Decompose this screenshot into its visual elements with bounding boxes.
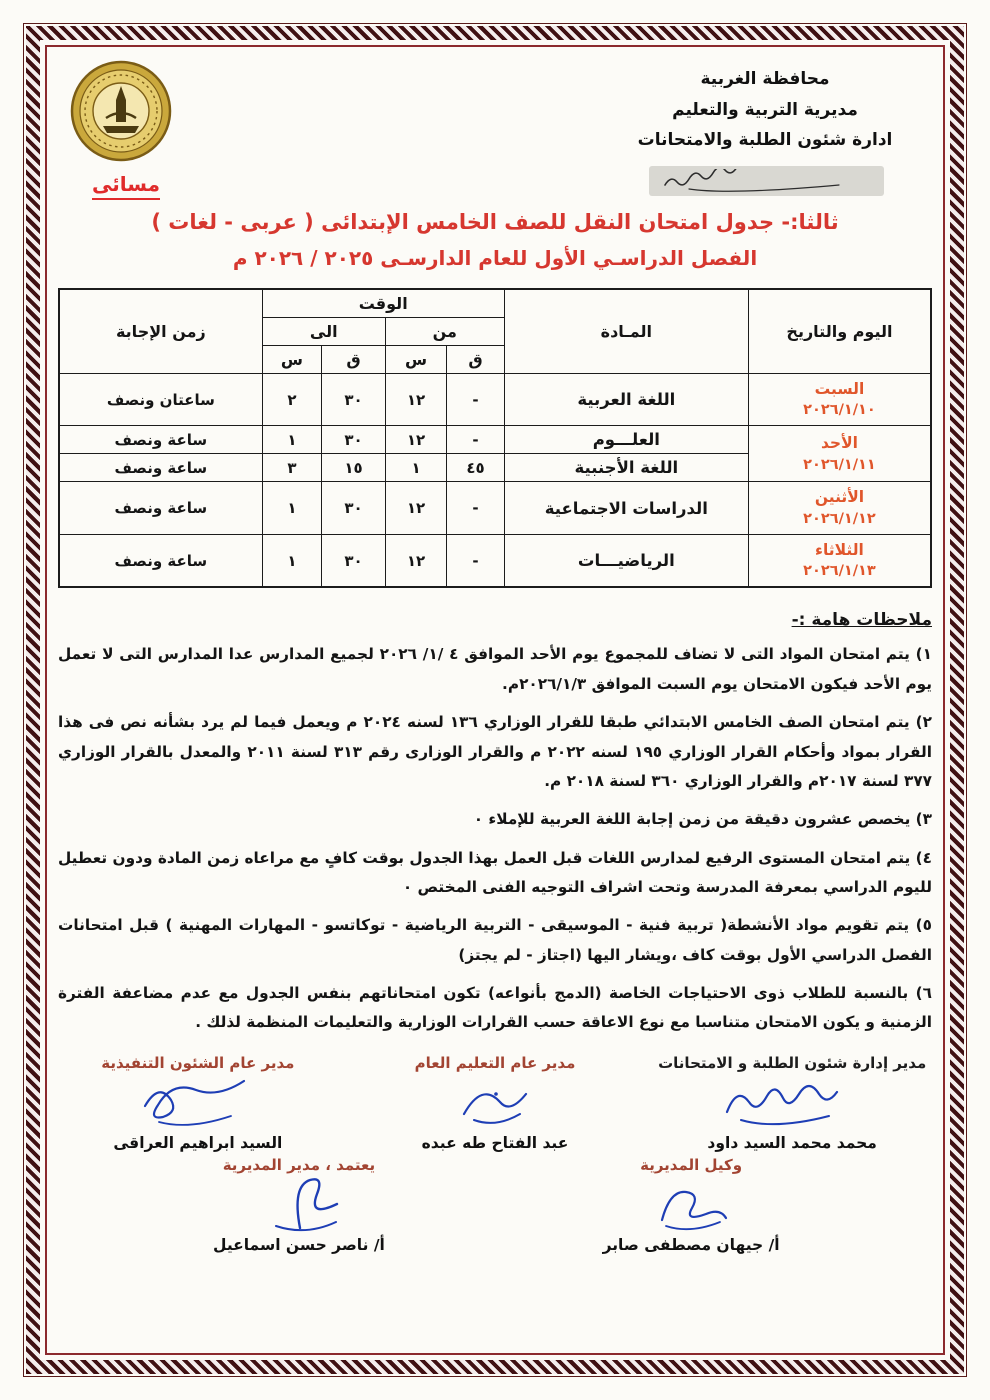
col-header-to-minutes: ق: [322, 346, 386, 374]
from-hours-cell: ١: [385, 454, 447, 482]
notes-heading: ملاحظات هامة :-: [791, 610, 932, 631]
to-hours-cell: ١: [262, 534, 322, 587]
day-date-cell: [748, 482, 931, 534]
from-minutes-cell: ٤٥: [447, 454, 504, 482]
duration-cell: ساعتان ونصف: [59, 374, 262, 426]
signature-scribble-icon: [717, 1072, 867, 1134]
to-hours-cell: ١: [262, 482, 322, 534]
from-minutes-cell: -: [447, 482, 504, 534]
signature-name: أ/ ناصر حسن اسماعيل: [212, 1235, 385, 1254]
signature-title: مدير إدارة شئون الطلبة و الامتحانات: [658, 1053, 927, 1072]
to-hours-cell: ٢: [262, 374, 322, 426]
page-content: [58, 54, 932, 1346]
signature-title: وكيل المديرية: [640, 1155, 743, 1174]
to-minutes-cell: ٣٠: [322, 426, 386, 454]
from-minutes-cell: -: [447, 426, 504, 454]
subject-cell: اللغة العربية: [504, 374, 748, 426]
table-row-monday: [59, 482, 931, 534]
org-line-governorate: محافظة الغربية: [700, 69, 830, 89]
governorate-logo-icon: [70, 60, 172, 162]
from-minutes-cell: -: [447, 534, 504, 587]
to-minutes-cell: ٣٠: [322, 374, 386, 426]
signature-block-student-affairs-director: [652, 1054, 932, 1152]
signature-scribble-icon: [234, 1174, 364, 1236]
signature-scribble-icon: [430, 1072, 560, 1134]
notes-section: [58, 610, 932, 1037]
duration-cell: ساعة ونصف: [59, 454, 262, 482]
table-row-saturday: [59, 374, 931, 426]
org-line-administration: ادارة شئون الطلبة والامتحانات: [637, 130, 893, 151]
col-header-day-date: اليوم والتاريخ: [748, 289, 931, 374]
to-minutes-cell: ٣٠: [322, 534, 386, 587]
day-date-cell: [748, 534, 931, 587]
to-hours-cell: ١: [262, 426, 322, 454]
signature-block-directorate-director: [168, 1156, 430, 1254]
signatures-row-2: [58, 1156, 932, 1254]
signatures-row-1: [58, 1054, 932, 1152]
duration-cell: ساعة ونصف: [59, 482, 262, 534]
calligraphy-stamp: [649, 166, 884, 196]
signature-title: مدير عام التعليم العام: [414, 1053, 576, 1072]
col-header-from-minutes: ق: [447, 346, 504, 374]
from-hours-cell: ١٢: [385, 374, 447, 426]
day-date: ٢٠٢٦/١/١١: [803, 456, 876, 473]
day-date: ٢٠٢٦/١/١٣: [803, 563, 876, 580]
subject-cell: الدراسات الاجتماعية: [504, 482, 748, 534]
to-minutes-cell: ٣٠: [322, 482, 386, 534]
signature-scribble-icon: [123, 1072, 273, 1134]
from-hours-cell: ١٢: [385, 534, 447, 587]
signature-block-executive-affairs-director: [58, 1054, 338, 1152]
day-date-cell: [748, 426, 931, 482]
table-row-sunday-science: [59, 426, 931, 454]
duration-cell: ساعة ونصف: [59, 534, 262, 587]
col-header-from: من: [385, 318, 504, 346]
org-line-directorate: مديرية التربية والتعليم: [672, 99, 858, 120]
schedule-title-line2: الفصل الدراسـي الأول للعام الدارسـى ٢٠٢٥ / ٢٠٢٦ م: [232, 246, 758, 270]
day-name: الأثنين: [814, 488, 865, 507]
table-row-tuesday: [59, 534, 931, 587]
note-item-5: ٥) يتم تقويم مواد الأنشطة( تربية فنية - الموسيقى - التربية الرياضية - توكاتسو - المهارات المهنية ) قبل امتحانات الفصل الدراسي الأول بوقت كاف ،ويشار اليها (اجتاز - لم يجتز): [58, 916, 932, 964]
document-header: [58, 54, 932, 204]
note-item-4: ٤) يتم امتحان المستوى الرفيع لمدارس اللغات قبل العمل بهذا الجدول بوقت كافٍ مع مراعاه زمن المادة ودون تعطيل لليوم الدراسي بمعرفة المدرسة وتحت اشراف التوجيه الفنى المختص ٠: [58, 848, 932, 896]
day-date: ٢٠٢٦/١/١٠: [803, 402, 876, 419]
calligraphy-squiggle-icon: [659, 169, 874, 193]
signature-title: يعتمد ، مدير المديرية: [222, 1155, 376, 1174]
session-label: مسائى: [92, 172, 160, 200]
to-hours-cell: ٣: [262, 454, 322, 482]
note-item-2: ٢) يتم امتحان الصف الخامس الابتدائي طبقا للقرار الوزاري ١٣٦ لسنه ٢٠٢٤ م ويعمل فيما لم يرد بشأنه نص فى هذا القرار بمواد وأحكام القرار الوزاري ١٩٥ لسنه ٢٠٢٢ م والقرار الوزارى رقم ٣١٣ لسنة ٢٠١١ والمعدل بالقرار الوزاري ٣٧٧ لسنة ٢٠١٧م والقرار الوزاري ٣٦٠ لسنة ٢٠١٨ م.: [58, 713, 933, 790]
signature-name: محمد محمد السيد داود: [707, 1133, 877, 1152]
col-header-duration: زمن الإجابة: [59, 289, 262, 374]
col-header-subject: المـادة: [504, 289, 748, 374]
signature-name: أ/ جيهان مصطفى صابر: [602, 1235, 780, 1254]
subject-cell: اللغة الأجنبية: [504, 454, 748, 482]
signature-block-general-education-director: [355, 1054, 635, 1152]
note-item-3: ٣) يخصص عشرون دقيقة من زمن إجابة اللغة العربية للإملاء ٠: [473, 810, 932, 829]
subject-cell: العلـــوم: [504, 426, 748, 454]
col-header-to: الى: [262, 318, 385, 346]
from-minutes-cell: -: [447, 374, 504, 426]
note-item-1: ١) يتم امتحان المواد التى لا تضاف للمجموع يوم الأحد الموافق ٤ /١/ ٢٠٢٦ لجميع المدارس عدا المدارس التى لا تعمل يوم الأحد فيكون الامتحان يوم السبت الموافق ٢٠٢٦/١/٣م.: [58, 645, 932, 693]
from-hours-cell: ١٢: [385, 482, 447, 534]
to-minutes-cell: ١٥: [322, 454, 386, 482]
note-item-6: ٦) بالنسبة للطلاب ذوى الاحتياجات الخاصة (الدمج بأنواعه) تكون امتحاناتهم بنفس الجدول مع عدم مضاعفة الفترة الزمنية و يكون الامتحان متناسبا مع نوع الاعاقة حسب القرارات الوزارية والتعليمات المنظمة لذلك .: [58, 984, 932, 1032]
col-header-from-hours: س: [385, 346, 447, 374]
signature-name: السيد ابراهيم العراقى: [113, 1133, 283, 1152]
day-name: الأحد: [820, 434, 858, 453]
schedule-title-line1: ثالثا:- جدول امتحان النقل للصف الخامس الإبتدائى ( عربى - لغات ): [151, 210, 839, 234]
exam-schedule-table: [58, 288, 932, 588]
day-name: السبت: [814, 380, 865, 398]
subject-cell: الرياضيـــات: [504, 534, 748, 587]
organization-block: [610, 64, 920, 156]
duration-cell: ساعة ونصف: [59, 426, 262, 454]
signature-block-directorate-deputy: [560, 1156, 822, 1254]
signature-name: عبد الفتاح طه عبده: [421, 1133, 569, 1152]
from-hours-cell: ١٢: [385, 426, 447, 454]
col-header-time: الوقت: [262, 289, 504, 318]
day-date: ٢٠٢٦/١/١٢: [803, 510, 876, 527]
signature-scribble-icon: [626, 1174, 756, 1236]
col-header-to-hours: س: [262, 346, 322, 374]
day-date-cell: [748, 374, 931, 426]
day-name: الثلاثاء: [815, 540, 864, 559]
signature-title: مدير عام الشئون التنفيذية: [101, 1053, 295, 1072]
